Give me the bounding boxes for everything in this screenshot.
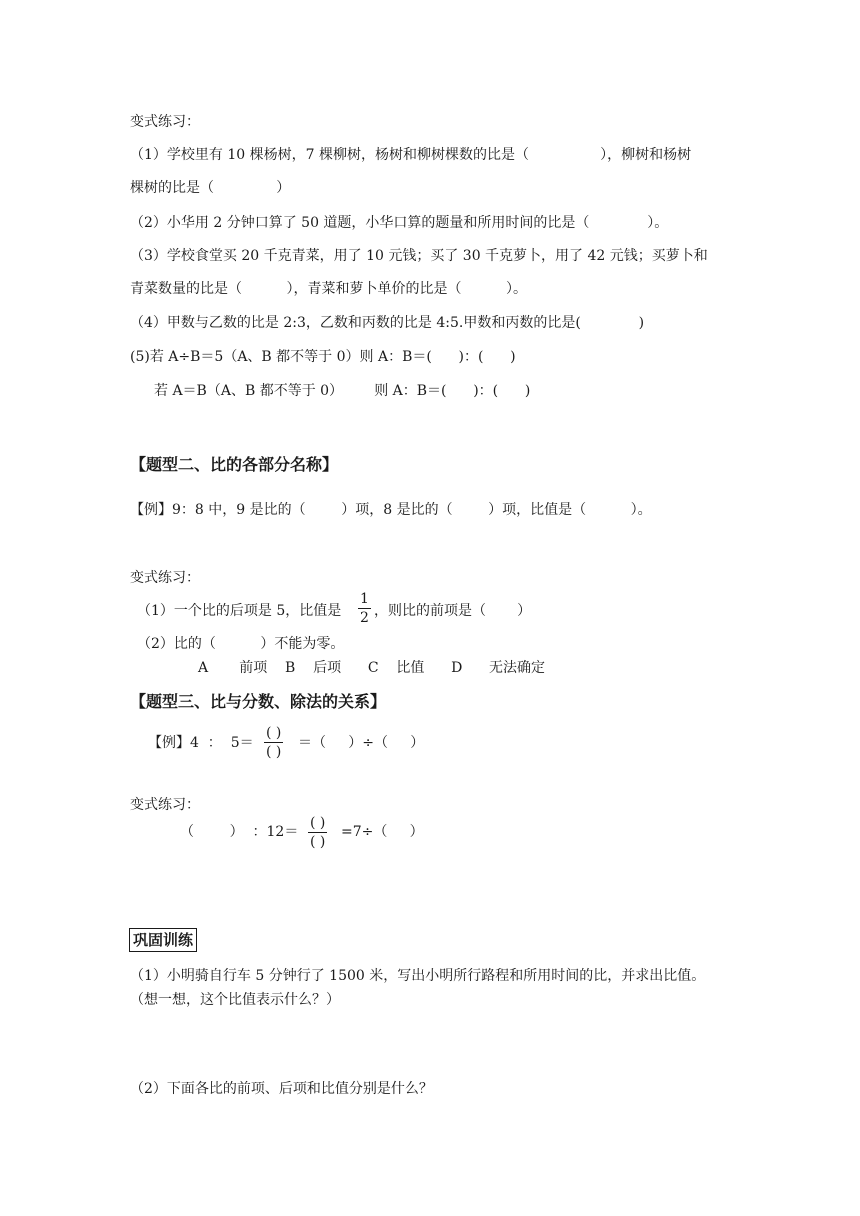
question-3-line-2: 青菜数量的比是（ ），青菜和萝卜单价的比是（ ）。 xyxy=(130,281,528,297)
question-5-line-2: 若 A＝B（A、B 都不等于 0） 则 A：B＝( )：( ) xyxy=(154,383,531,399)
answer-options: A 前项 B 后项 C 比值 D 无法确定 xyxy=(198,660,545,676)
question-5-line-1: (5)若 A÷B＝5（A、B 都不等于 0）则 A：B＝( )：( ) xyxy=(130,349,516,365)
question-1-prefix: （1）一个比的后项是 5，比值是 xyxy=(137,603,342,619)
fraction-denominator: ( ) xyxy=(266,744,282,760)
question-1-line-2: 棵树的比是（ ） xyxy=(130,180,291,196)
variant-label: 变式练习： xyxy=(130,570,200,586)
question-2: （2）小华用 2 分钟口算了 50 道题，小华口算的题量和所用时间的比是（ ）。 xyxy=(130,215,669,231)
variant-label: 变式练习： xyxy=(130,797,200,813)
variant-prefix: （ ） ：12＝ xyxy=(180,824,299,840)
section-heading-3: 【题型三、比与分数、除法的关系】 xyxy=(130,692,387,711)
example-suffix: ＝（ ）÷（ ） xyxy=(298,735,425,751)
fraction-blank xyxy=(264,724,283,761)
fraction-blank xyxy=(308,814,327,851)
question-1-line-1: （1）小明骑自行车 5 分钟行了 1500 米，写出小明所行路程和所用时间的比，并求出比值。 xyxy=(130,968,706,984)
example-prefix: 【例】4 ： 5＝ xyxy=(148,735,254,751)
question-2: （2）比的（ ）不能为零。 xyxy=(137,636,345,652)
fraction-denominator: 2 xyxy=(360,610,369,626)
variant-label: 变式练习： xyxy=(130,114,200,130)
question-1-line-2: （想一想，这个比值表示什么？） xyxy=(130,992,340,1008)
fraction-numerator: ( ) xyxy=(310,815,326,831)
fraction-numerator: ( ) xyxy=(266,725,282,741)
fraction-numerator: 1 xyxy=(360,591,369,607)
fraction-denominator: ( ) xyxy=(310,834,326,850)
question-2: （2）下面各比的前项、后项和比值分别是什么？ xyxy=(130,1081,433,1097)
question-4: （4）甲数与乙数的比是 2:3，乙数和丙数的比是 4:5.甲数和丙数的比是( ) xyxy=(130,315,645,331)
question-1-suffix: ，则比的前项是（ ） xyxy=(374,603,532,619)
section-heading-2: 【题型二、比的各部分名称】 xyxy=(130,455,339,474)
question-1-line-1: （1）学校里有 10 棵杨树，7 棵柳树，杨树和柳树棵数的比是（ ），柳树和杨树 xyxy=(130,147,692,163)
fraction-one-half xyxy=(358,590,371,627)
question-3-line-1: （3）学校食堂买 20 千克青菜，用了 10 元钱；买了 30 千克萝卜，用了 42 元钱；买萝卜和 xyxy=(130,248,708,264)
variant-suffix: =7÷（ ） xyxy=(341,824,424,840)
section-heading-boxed: 巩固训练 xyxy=(129,928,197,952)
example-line: 【例】9：8 中，9 是比的（ ）项，8 是比的（ ）项，比值是（ ）。 xyxy=(130,502,652,518)
